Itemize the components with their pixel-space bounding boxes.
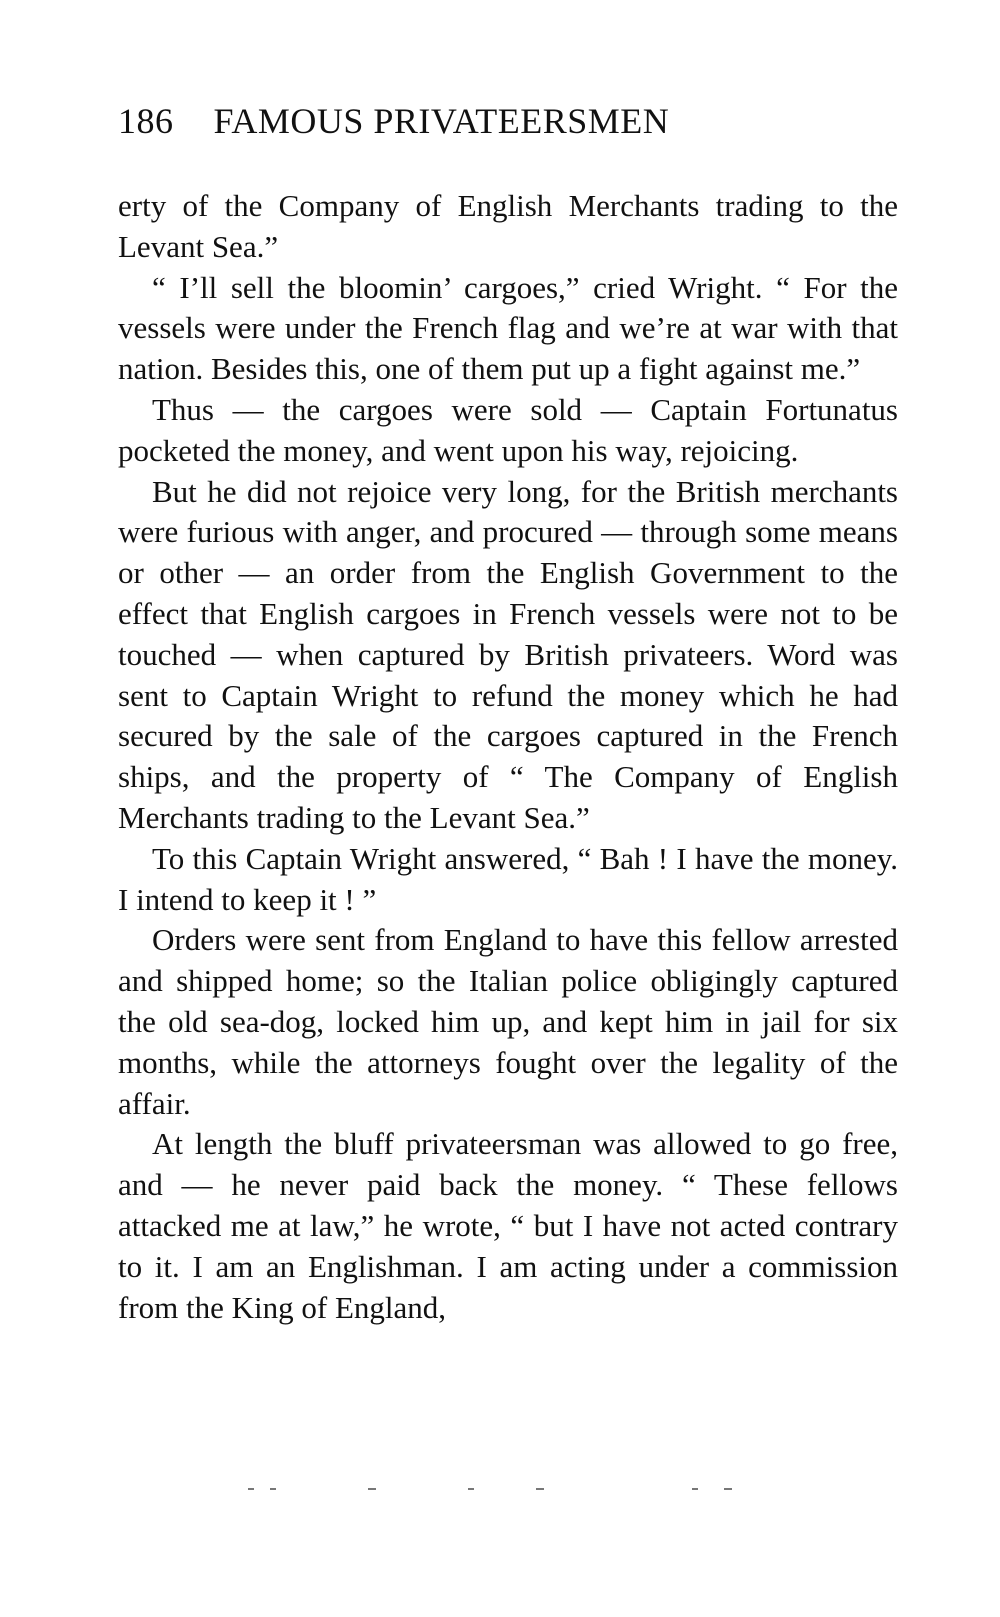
paragraph: To this Captain Wright answered, “ Bah ! I have the money. I intend to keep it ! ” <box>118 840 898 917</box>
paragraph: But he did not rejoice very long, for the British merchants were furious with anger, and procured — through some means or other — an order from the English Government to the effect that English cargoes in French vessels were not to be touched — when captured by British privateers. Word was sent to Captain Wright to refund the money which he had secured by the sale of the cargoes captured in the French ships, and the property of “ The Company of English Merchants trading to the Levant Sea.” <box>118 473 898 835</box>
paragraph: “ I’ll sell the bloomin’ cargoes,” cried Wright. “ For the vessels were under the French flag and we’re at war with that nation. Besides this, one of them put up a fight against me.” <box>118 269 898 387</box>
paragraph: Thus — the cargoes were sold — Captain Fortunatus pocketed the money, and went upon his way, rejoicing. <box>118 391 898 468</box>
paragraph: At length the bluff privateersman was allowed to go free, and — he never paid back the money. “ These fellows attacked me at law,” he wrote, “ but I have not acted contrary to it. I am an Englishman. I am acting under a commission from the King of England, <box>118 1126 898 1325</box>
body-text <box>118 186 898 1328</box>
running-title: FAMOUS PRIVATEERSMEN <box>213 101 670 141</box>
paragraph: Orders were sent from England to have this fellow arrested and shipped home; so the Italian police obligingly captured the old sea-dog, locked him up, and kept him in jail for six months, while the attorneys fought over the legality of the affair. <box>118 922 898 1121</box>
scan-artifact-marks <box>240 1488 740 1496</box>
page-number: 186 <box>118 101 174 141</box>
running-head <box>118 100 669 142</box>
paragraph-continuation: erty of the Company of English Merchants trading to the Levant Sea.” <box>118 188 898 264</box>
